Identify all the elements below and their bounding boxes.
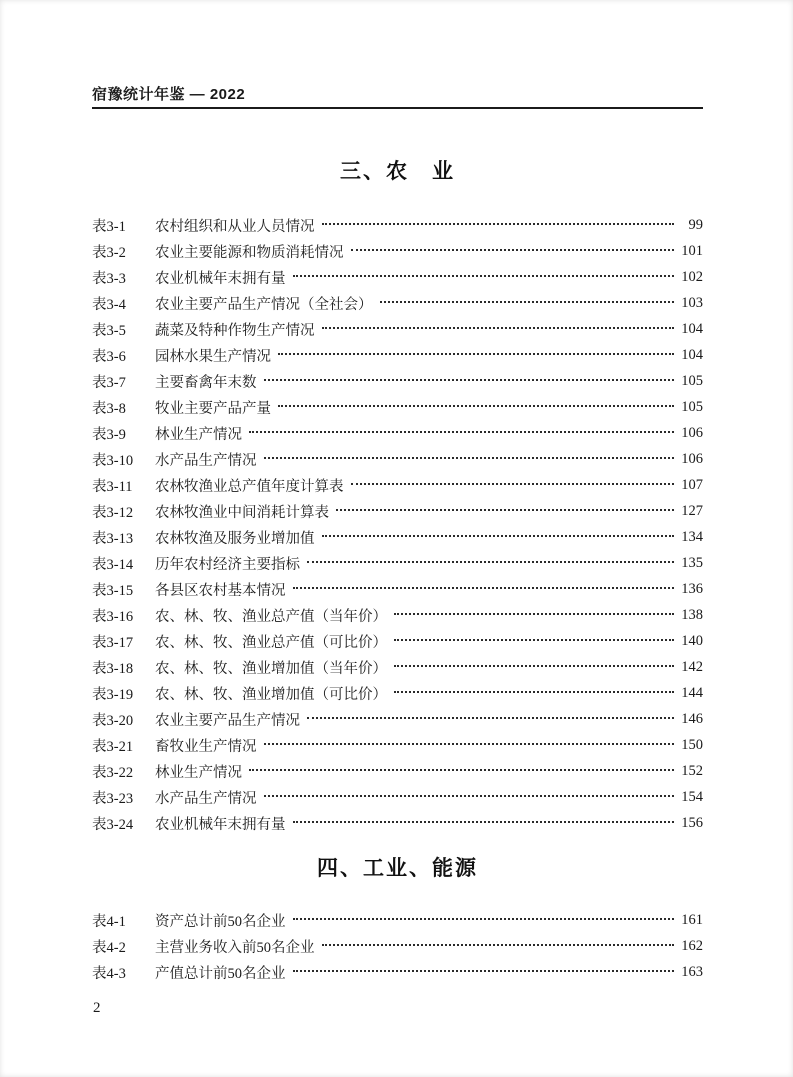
- toc-section: [92, 155, 703, 836]
- toc-entry: [92, 238, 703, 264]
- toc-entry: [92, 602, 703, 628]
- dot-leader: [293, 587, 675, 589]
- toc-entry: [92, 680, 703, 706]
- toc-entry: [92, 212, 703, 238]
- toc-entry: [92, 524, 703, 550]
- entry-page-number: 134: [681, 528, 703, 545]
- entry-page-number: 152: [681, 762, 703, 779]
- dot-leader: [278, 405, 674, 407]
- entry-table-label: 表3-16: [92, 608, 134, 625]
- dot-leader: [322, 944, 675, 946]
- dot-leader: [394, 613, 674, 615]
- entry-page-number: 106: [681, 424, 703, 441]
- toc-entry: [92, 907, 703, 933]
- entry-table-label: 表3-6: [92, 348, 126, 365]
- entry-page-number: 138: [681, 606, 703, 623]
- entry-table-label: 表4-2: [92, 939, 126, 956]
- entry-page-number: 107: [681, 476, 703, 493]
- dot-leader: [293, 275, 675, 277]
- entry-table-label: 表4-3: [92, 965, 126, 982]
- toc-entry: [92, 576, 703, 602]
- dot-leader: [278, 353, 674, 355]
- entry-table-label: 表3-3: [92, 270, 126, 287]
- page-number: 2: [93, 1000, 101, 1016]
- entry-table-label: 表3-2: [92, 244, 126, 261]
- entry-page-number: 154: [681, 788, 703, 805]
- entry-table-label: 表4-1: [92, 913, 126, 930]
- dot-leader: [264, 457, 675, 459]
- section-entries: [92, 907, 703, 985]
- entry-page-number: 136: [681, 580, 703, 597]
- entry-page-number: 161: [681, 911, 703, 928]
- dot-leader: [351, 483, 675, 485]
- section-title: 四、工业、能源: [317, 857, 478, 880]
- entry-title: 农、林、牧、渔业增加值（可比价）: [155, 686, 387, 703]
- entry-table-label: 表3-13: [92, 530, 134, 547]
- dot-leader: [307, 561, 674, 563]
- entry-title: 资产总计前50名企业: [155, 913, 286, 930]
- entry-table-label: 表3-9: [92, 426, 126, 443]
- dot-leader: [293, 918, 675, 920]
- entry-title: 水产品生产情况: [155, 452, 257, 469]
- toc-entry: [92, 758, 703, 784]
- entry-table-label: 表3-24: [92, 816, 134, 833]
- entry-title: 农村组织和从业人员情况: [155, 218, 315, 235]
- dot-leader: [380, 301, 675, 303]
- entry-table-label: 表3-8: [92, 400, 126, 417]
- entry-table-label: 表3-4: [92, 296, 126, 313]
- entry-page-number: 105: [681, 398, 703, 415]
- entry-page-number: 140: [681, 632, 703, 649]
- section-title: 三、农 业: [340, 160, 455, 183]
- toc-entry: [92, 394, 703, 420]
- dot-leader: [394, 665, 674, 667]
- entry-page-number: 104: [681, 320, 703, 337]
- toc-section: [92, 852, 703, 985]
- entry-title: 畜牧业生产情况: [155, 738, 257, 755]
- toc-entry: [92, 933, 703, 959]
- entry-table-label: 表3-12: [92, 504, 134, 521]
- dot-leader: [394, 691, 674, 693]
- entry-title: 农业主要产品生产情况（全社会）: [155, 296, 373, 313]
- dot-leader: [322, 327, 675, 329]
- entry-table-label: 表3-10: [92, 452, 134, 469]
- dot-leader: [264, 743, 675, 745]
- toc-entry: [92, 368, 703, 394]
- entry-page-number: 104: [681, 346, 703, 363]
- entry-page-number: 105: [681, 372, 703, 389]
- entry-page-number: 135: [681, 554, 703, 571]
- entry-title: 农业机械年末拥有量: [155, 816, 286, 833]
- entry-title: 农、林、牧、渔业总产值（当年价）: [155, 608, 387, 625]
- entry-page-number: 146: [681, 710, 703, 727]
- entry-title: 各县区农村基本情况: [155, 582, 286, 599]
- entry-page-number: 142: [681, 658, 703, 675]
- toc-entry: [92, 628, 703, 654]
- dot-leader: [307, 717, 674, 719]
- entry-page-number: 102: [681, 268, 703, 285]
- entry-table-label: 表3-17: [92, 634, 134, 651]
- entry-page-number: 103: [681, 294, 703, 311]
- entry-title: 农业主要产品生产情况: [155, 712, 300, 729]
- entry-page-number: 99: [688, 216, 703, 233]
- toc-entry: [92, 959, 703, 985]
- entry-table-label: 表3-7: [92, 374, 126, 391]
- entry-page-number: 163: [681, 963, 703, 980]
- entry-title: 农、林、牧、渔业增加值（当年价）: [155, 660, 387, 677]
- toc-entry: [92, 446, 703, 472]
- entry-table-label: 表3-5: [92, 322, 126, 339]
- entry-title: 农、林、牧、渔业总产值（可比价）: [155, 634, 387, 651]
- entry-table-label: 表3-1: [92, 218, 126, 235]
- toc-entry: [92, 498, 703, 524]
- entry-title: 主营业务收入前50名企业: [155, 939, 315, 956]
- dot-leader: [249, 769, 674, 771]
- toc-sections: [92, 155, 703, 985]
- entry-title: 农业机械年末拥有量: [155, 270, 286, 287]
- entry-page-number: 106: [681, 450, 703, 467]
- entry-table-label: 表3-21: [92, 738, 134, 755]
- page-content: [92, 83, 703, 985]
- dot-leader: [293, 821, 675, 823]
- dot-leader: [264, 795, 675, 797]
- entry-title: 林业生产情况: [155, 764, 242, 781]
- entry-table-label: 表3-15: [92, 582, 134, 599]
- toc-entry: [92, 264, 703, 290]
- toc-entry: [92, 342, 703, 368]
- toc-entry: [92, 784, 703, 810]
- dot-leader: [322, 223, 675, 225]
- dot-leader: [264, 379, 675, 381]
- dot-leader: [293, 970, 675, 972]
- entry-page-number: 150: [681, 736, 703, 753]
- entry-table-label: 表3-14: [92, 556, 134, 573]
- dot-leader: [322, 535, 675, 537]
- toc-entry: [92, 706, 703, 732]
- entry-page-number: 162: [681, 937, 703, 954]
- dot-leader: [336, 509, 674, 511]
- dot-leader: [249, 431, 674, 433]
- entry-table-label: 表3-11: [92, 478, 133, 495]
- entry-title: 园林水果生产情况: [155, 348, 271, 365]
- entry-page-number: 144: [681, 684, 703, 701]
- toc-entry: [92, 316, 703, 342]
- entry-title: 历年农村经济主要指标: [155, 556, 300, 573]
- toc-entry: [92, 810, 703, 836]
- toc-entry: [92, 732, 703, 758]
- entry-title: 水产品生产情况: [155, 790, 257, 807]
- entry-table-label: 表3-19: [92, 686, 134, 703]
- entry-title: 牧业主要产品产量: [155, 400, 271, 417]
- entry-title: 农业主要能源和物质消耗情况: [155, 244, 344, 261]
- dot-leader: [394, 639, 674, 641]
- entry-title: 农林牧渔业总产值年度计算表: [155, 478, 344, 495]
- entry-title: 主要畜禽年末数: [155, 374, 257, 391]
- entry-page-number: 101: [681, 242, 703, 259]
- entry-page-number: 127: [681, 502, 703, 519]
- toc-entry: [92, 550, 703, 576]
- entry-title: 林业生产情况: [155, 426, 242, 443]
- entry-table-label: 表3-20: [92, 712, 134, 729]
- entry-page-number: 156: [681, 814, 703, 831]
- section-entries: [92, 212, 703, 836]
- entry-title: 产值总计前50名企业: [155, 965, 286, 982]
- running-header: 宿豫统计年鉴 — 2022: [92, 83, 703, 109]
- toc-entry: [92, 420, 703, 446]
- entry-table-label: 表3-23: [92, 790, 134, 807]
- toc-entry: [92, 654, 703, 680]
- entry-table-label: 表3-22: [92, 764, 134, 781]
- toc-entry: [92, 290, 703, 316]
- toc-entry: [92, 472, 703, 498]
- dot-leader: [351, 249, 675, 251]
- entry-table-label: 表3-18: [92, 660, 134, 677]
- entry-title: 农林牧渔业中间消耗计算表: [155, 504, 329, 521]
- entry-title: 蔬菜及特种作物生产情况: [155, 322, 315, 339]
- entry-title: 农林牧渔及服务业增加值: [155, 530, 315, 547]
